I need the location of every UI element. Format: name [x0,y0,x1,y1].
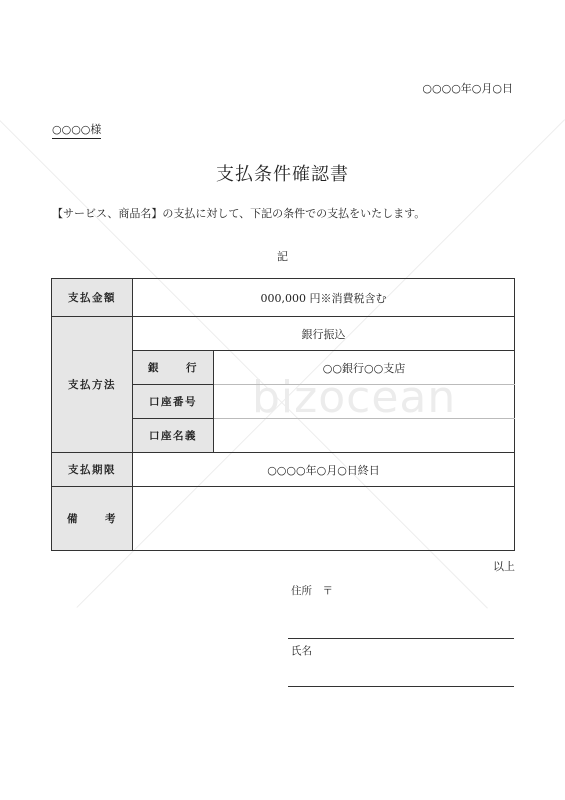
bank-label [133,351,214,385]
method-label: 支払方法 [52,317,133,453]
amount-label: 支払金額 [52,279,133,317]
bank-value: ○○銀行○○支店 [214,351,515,385]
method-value: 銀行振込 [133,317,515,351]
name-underline [288,686,514,687]
name-label: 氏名 [291,645,312,657]
remarks-value [133,487,515,551]
table-row [52,453,515,487]
ki-marker: 記 [277,250,288,263]
account-number-label: 口座番号 [133,385,214,419]
table-row [52,317,515,351]
table-row [52,279,515,317]
issue-date: ○○○○年○月○日 [422,82,513,95]
amount-value: 000,000 円※消費税含む [133,279,515,317]
address-underline [288,638,514,639]
address-label: 住所 〒 [291,585,333,597]
recipient-name: ○○○○様 [52,121,101,139]
closing-ijou: 以上 [493,560,515,573]
page-title: 支払条件確認書 [216,164,349,185]
payment-terms-table [51,278,515,551]
account-number-value [214,385,515,419]
remarks-label [52,487,133,551]
account-name-value [214,419,515,453]
intro-text: 【サービス、商品名】の支払に対して、下記の条件での支払をいたします。 [52,207,426,220]
remarks-label-text: 備考 [67,513,117,525]
bank-label-text: 銀行 [148,362,198,374]
table-row [52,487,515,551]
account-name-label: 口座名義 [133,419,214,453]
deadline-label: 支払期限 [52,453,133,487]
watermark-text: bizocean [252,372,457,423]
deadline-value: ○○○○年○月○日終日 [133,453,515,487]
